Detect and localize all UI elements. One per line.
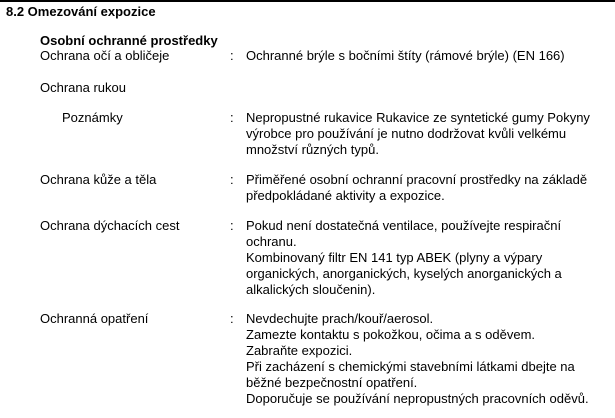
- value-line: Nepropustné rukavice Rukavice ze syntetické gumy Pokyny: [246, 110, 590, 125]
- value-line: Zabraňte expozici.: [246, 343, 353, 358]
- value-line: ochranu.: [246, 234, 297, 249]
- subsection-heading: Osobní ochranné prostředky: [40, 33, 218, 48]
- value-line: běžné bezpečnostní opatření.: [246, 375, 418, 390]
- row-colon: :: [230, 311, 234, 326]
- row-value: [246, 110, 601, 158]
- row-label: Ochrana očí a obličeje: [40, 48, 170, 63]
- value-line: Zamezte kontaktu s pokožkou, očima a s oděvem.: [246, 327, 536, 342]
- row-label: Ochranná opatření: [40, 311, 149, 326]
- value-line: Přiměřené osobní ochranní pracovní prostředky na základě: [246, 172, 588, 187]
- top-divider: [0, 0, 615, 2]
- row-label: Ochrana rukou: [40, 80, 126, 95]
- row-value: [246, 311, 601, 407]
- section-heading: 8.2 Omezování expozice: [6, 4, 156, 19]
- row-colon: :: [230, 218, 234, 233]
- value-line: výrobce pro používání je nutno dodržovat kvůli velkému: [246, 126, 567, 141]
- value-line: Při zacházení s chemickými stavebními látkami dbejte na: [246, 359, 575, 374]
- value-line: organických, anorganických, kyselých anorganických a: [246, 266, 562, 281]
- value-line: alkalických sloučenin).: [246, 282, 376, 297]
- value-line: Nevdechujte prach/kouř/aerosol.: [246, 311, 434, 326]
- row-label: Ochrana kůže a těla: [40, 172, 157, 187]
- row-colon: :: [230, 48, 234, 63]
- value-line: Kombinovaný filtr EN 141 typ ABEK (plyny a výpary: [246, 250, 543, 265]
- value-line: předpokládané aktivity a expozice.: [246, 188, 445, 203]
- row-colon: :: [230, 110, 234, 125]
- value-line: množství různých typů.: [246, 142, 379, 157]
- row-value: [246, 218, 601, 298]
- row-label: Poznámky: [62, 110, 123, 125]
- row-value: [246, 172, 601, 204]
- value-line: Ochranné brýle s bočními štíty (rámové brýle) (EN 166): [246, 48, 565, 63]
- row-value: [246, 48, 601, 64]
- value-line: Doporučuje se používání nepropustných pracovních oděvů.: [246, 391, 589, 406]
- row-label: Ochrana dýchacích cest: [40, 218, 180, 233]
- row-colon: :: [230, 172, 234, 187]
- value-line: Pokud není dostatečná ventilace, používejte respirační: [246, 218, 562, 233]
